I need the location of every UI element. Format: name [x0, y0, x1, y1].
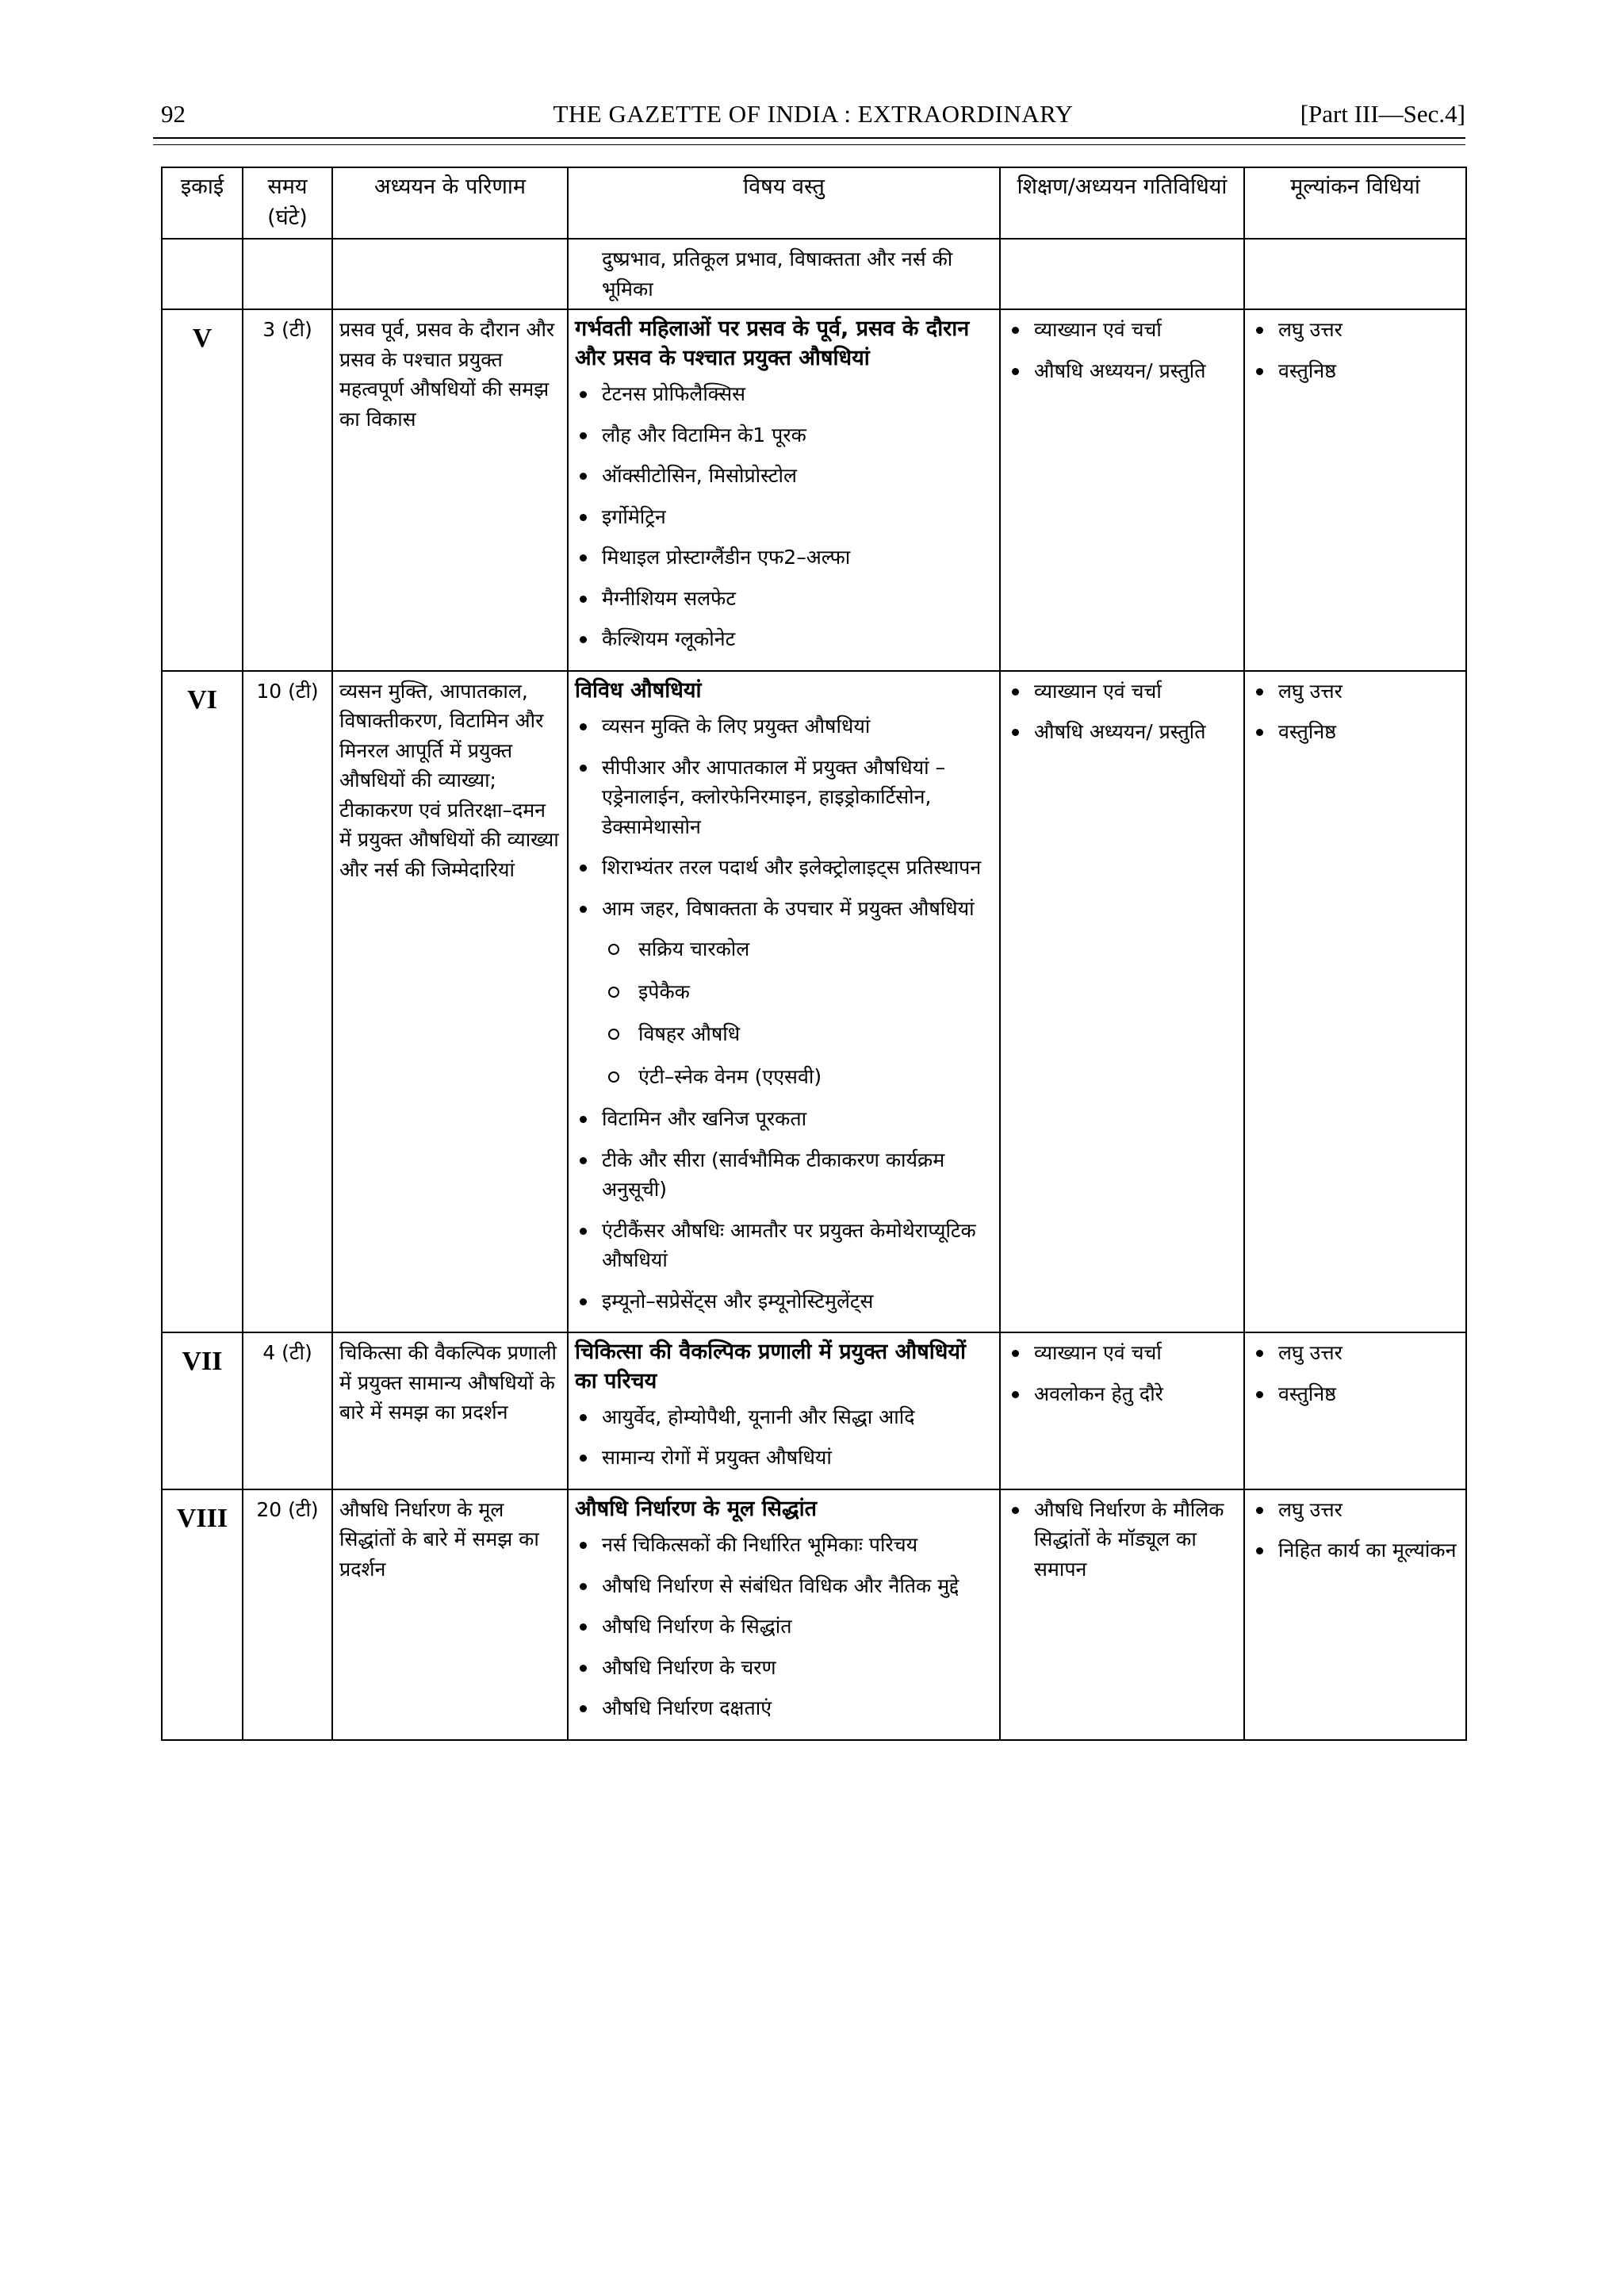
- list-item: कैल्शियम ग्लूकोनेट: [575, 624, 993, 654]
- list-item: नर्स चिकित्सकों की निर्धारित भूमिकाः परिचय: [575, 1530, 993, 1560]
- list-item: औषधि निर्धारण के सिद्धांत: [575, 1612, 993, 1642]
- list-item: औषधि अध्ययन/ प्रस्तुति: [1007, 717, 1237, 747]
- part-section: [Part III—Sec.4]: [1300, 100, 1465, 128]
- hours-cell: 20 (टी): [243, 1489, 332, 1740]
- list-item: शिराभ्यंतर तरल पदार्थ और इलेक्ट्रोलाइट्स प्रतिस्थापन: [575, 853, 993, 883]
- assessment-cell: [1244, 671, 1466, 1332]
- list-item: औषधि निर्धारण के मौलिक सिद्धांतों के मॉड्यूल का समापन: [1007, 1495, 1237, 1585]
- col-header-unit: इकाई: [162, 167, 243, 239]
- table-header-row: [162, 167, 1466, 239]
- list-item: ऑक्सीटोसिन, मिसोप्रोस्टोल: [575, 461, 993, 491]
- list-item: मिथाइल प्रोस्टाग्लैंडीन एफ2–अल्फा: [575, 542, 993, 573]
- col-header-hours: समय (घंटे): [243, 167, 332, 239]
- list-item: इर्गोमेट्रिन: [575, 502, 993, 532]
- list-item: इम्यूनो–सप्रेसेंट्स और इम्यूनोस्टिमुलेंट्स: [575, 1286, 993, 1317]
- list-item: विटामिन और खनिज पूरकता: [575, 1104, 993, 1134]
- activities-cell: [1000, 309, 1244, 670]
- activities-cell: [1000, 1332, 1244, 1489]
- list-item: वस्तुनिष्ठ: [1251, 717, 1459, 747]
- list-item: सीपीआर और आपातकाल में प्रयुक्त औषधियां – एड्रेनालाईन, क्लोरफेनिरमाइन, हाइड्रोकार्टिसोन, डेक्सामेथासोन: [575, 753, 993, 842]
- hours-cell: 10 (टी): [243, 671, 332, 1332]
- activities-cell: [1000, 1489, 1244, 1740]
- list-item: वस्तुनिष्ठ: [1251, 1379, 1459, 1409]
- assessment-cell: [1244, 309, 1466, 670]
- list-item: लघु उत्तर: [1251, 677, 1459, 707]
- list-item: लघु उत्तर: [1251, 1495, 1459, 1525]
- assessment-cell: [1244, 1332, 1466, 1489]
- list-item: लघु उत्तर: [1251, 315, 1459, 345]
- syllabus-table: [161, 167, 1467, 1741]
- list-item: आम जहर, विषाक्तता के उपचार में प्रयुक्त औषधियां: [575, 894, 993, 924]
- outcome-cell: प्रसव पूर्व, प्रसव के दौरान और प्रसव के पश्चात प्रयुक्त महत्वपूर्ण औषधियों की समझ का विकास: [332, 309, 568, 670]
- table-row: [162, 1489, 1466, 1740]
- unit-cell: VII: [162, 1332, 243, 1489]
- list-item: आयुर्वेद, होम्योपैथी, यूनानी और सिद्धा आदि: [575, 1402, 993, 1432]
- list-item: टेटनस प्रोफिलैक्सिस: [575, 379, 993, 409]
- content-title: गर्भवती महिलाओं पर प्रसव के पूर्व, प्रसव के दौरान और प्रसव के पश्चात प्रयुक्त औषधियां: [575, 316, 970, 370]
- list-item: सामान्य रोगों में प्रयुक्त औषधियां: [575, 1443, 993, 1473]
- col-header-outcome: अध्ययन के परिणाम: [332, 167, 568, 239]
- list-item: निहित कार्य का मूल्यांकन: [1251, 1535, 1459, 1566]
- list-item: व्यसन मुक्ति के लिए प्रयुक्त औषधियां: [575, 711, 993, 742]
- sub-list-item: एंटी–स्नेक वेनम (एएसवी): [575, 1062, 993, 1092]
- list-item: व्याख्यान एवं चर्चा: [1007, 677, 1237, 707]
- unit-cell: VIII: [162, 1489, 243, 1740]
- table-row: [162, 309, 1466, 670]
- list-item: एंटीकैंसर औषधिः आमतौर पर प्रयुक्त केमोथेराप्यूटिक औषधियां: [575, 1216, 993, 1275]
- header-rule-thin: [153, 144, 1465, 145]
- unit-cell: VI: [162, 671, 243, 1332]
- sub-list-item: विषहर औषधि: [575, 1019, 993, 1049]
- sub-list-item: सक्रिय चारकोल: [575, 934, 993, 964]
- hours-cell: 4 (टी): [243, 1332, 332, 1489]
- col-header-assessment: मूल्यांकन विधियां: [1244, 167, 1466, 239]
- list-item: अवलोकन हेतु दौरे: [1007, 1379, 1237, 1409]
- list-item: औषधि निर्धारण से संबंधित विधिक और नैतिक मुद्दे: [575, 1571, 993, 1601]
- assessment-cell: [1244, 1489, 1466, 1740]
- header-rule: [153, 137, 1465, 139]
- list-item: व्याख्यान एवं चर्चा: [1007, 315, 1237, 345]
- outcome-cell: औषधि निर्धारण के मूल सिद्धांतों के बारे में समझ का प्रदर्शन: [332, 1489, 568, 1740]
- content-title: विविध औषधियां: [575, 677, 702, 703]
- list-item: मैग्नीशियम सलफेट: [575, 584, 993, 614]
- outcome-cell: चिकित्सा की वैकल्पिक प्रणाली में प्रयुक्त सामान्य औषधियों के बारे में समझ का प्रदर्शन: [332, 1332, 568, 1489]
- list-item: लघु उत्तर: [1251, 1338, 1459, 1368]
- table-row: [162, 239, 1466, 309]
- content-cell: [568, 309, 1000, 670]
- page-number: 92: [161, 100, 186, 128]
- outcome-cell: व्यसन मुक्ति, आपातकाल, विषाक्तीकरण, विटामिन और मिनरल आपूर्ति में प्रयुक्त औषधियों की व्याख्या; टीकाकरण एवं प्रतिरक्षा–दमन में प्रयुक्त औषधियों की व्याख्या और नर्स की जिम्मेदारियां: [332, 671, 568, 1332]
- content-title: औषधि निर्धारण के मूल सिद्धांत: [575, 1496, 817, 1521]
- activities-cell: [1000, 671, 1244, 1332]
- hours-cell: 3 (टी): [243, 309, 332, 670]
- table-row: [162, 671, 1466, 1332]
- col-header-content: विषय वस्तु: [568, 167, 1000, 239]
- content-cell: [568, 1489, 1000, 1740]
- list-item: औषधि निर्धारण के चरण: [575, 1653, 993, 1683]
- content-cell: [568, 1332, 1000, 1489]
- gazette-title: THE GAZETTE OF INDIA : EXTRAORDINARY: [553, 100, 1074, 128]
- content-cell: [568, 671, 1000, 1332]
- col-header-activities: शिक्षण/अध्ययन गतिविधियां: [1000, 167, 1244, 239]
- list-item: व्याख्यान एवं चर्चा: [1007, 1338, 1237, 1368]
- list-item: टीके और सीरा (सार्वभौमिक टीकाकरण कार्यक्रम अनुसूची): [575, 1145, 993, 1205]
- list-item: वस्तुनिष्ठ: [1251, 356, 1459, 386]
- unit-cell: V: [162, 309, 243, 670]
- table-row: [162, 1332, 1466, 1489]
- content-title: चिकित्सा की वैकल्पिक प्रणाली में प्रयुक्त औषधियों का परिचय: [575, 1340, 967, 1393]
- sub-list-item: इपेकैक: [575, 977, 993, 1007]
- page-header: [161, 95, 1465, 143]
- list-item: औषधि अध्ययन/ प्रस्तुति: [1007, 356, 1237, 386]
- list-item: लौह और विटामिन के1 पूरक: [575, 420, 993, 450]
- continuation-text: दुष्प्रभाव, प्रतिकूल प्रभाव, विषाक्तता और नर्स की भूमिका: [602, 247, 953, 301]
- list-item: औषधि निर्धारण दक्षताएं: [575, 1693, 993, 1723]
